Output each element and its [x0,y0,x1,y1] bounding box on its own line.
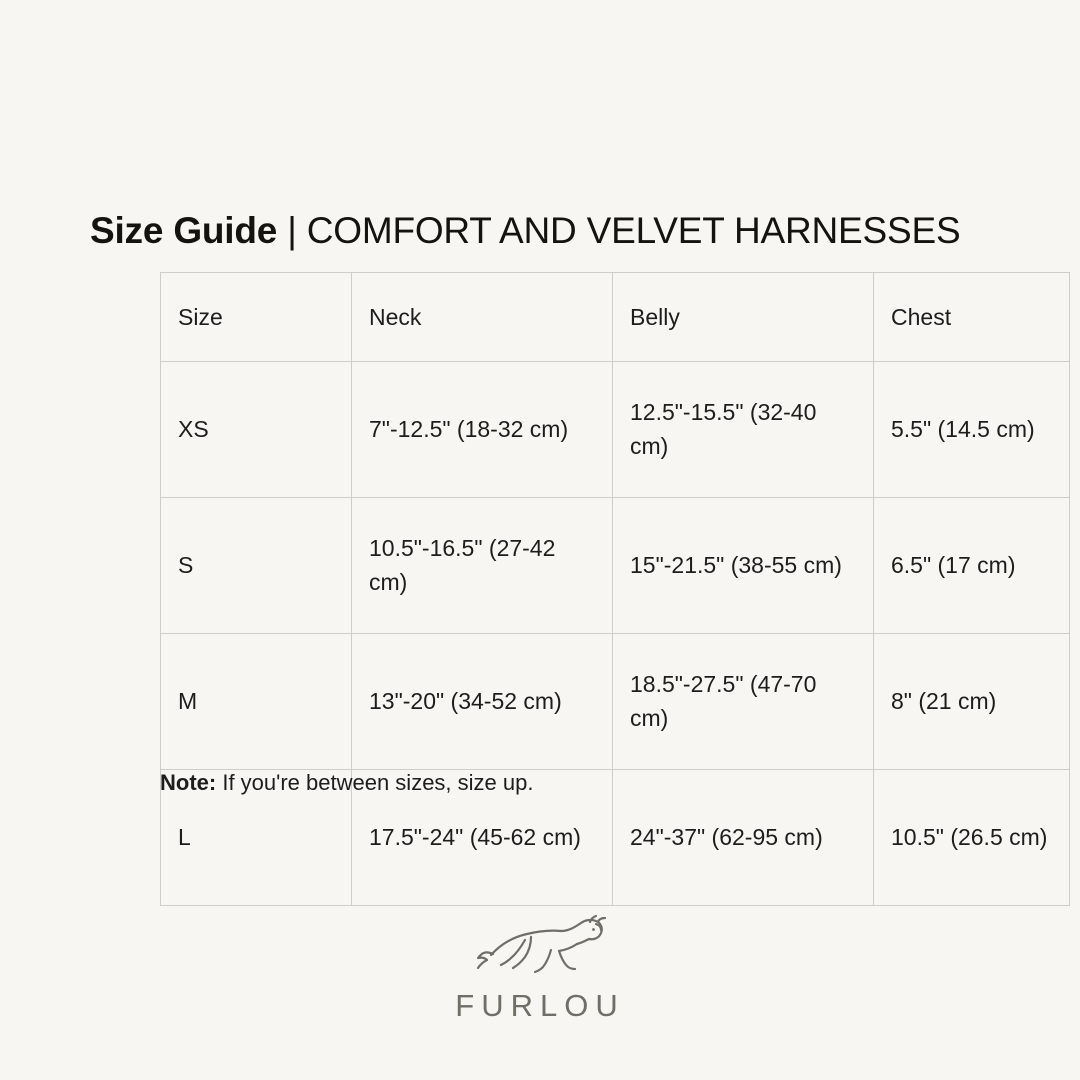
note-body: If you're between sizes, size up. [216,770,534,795]
cell-chest: 10.5" (26.5 cm) [874,770,1070,906]
page-title [90,210,960,253]
table-row [161,362,1070,498]
column-header-neck: Neck [352,273,613,362]
cell-neck: 13"-20" (34-52 cm) [352,634,613,770]
cell-chest: 6.5" (17 cm) [874,498,1070,634]
cell-chest: 5.5" (14.5 cm) [874,362,1070,498]
column-header-chest: Chest [874,273,1070,362]
cell-neck: 7"-12.5" (18-32 cm) [352,362,613,498]
cell-chest: 8" (21 cm) [874,634,1070,770]
table-row [161,634,1070,770]
note-label: Note: [160,770,217,795]
cell-belly: 24"-37" (62-95 cm) [613,770,874,906]
brand-footer [0,910,1080,1024]
cell-belly: 18.5"-27.5" (47-70 cm) [613,634,874,770]
size-table-container [160,272,1048,906]
running-dog-icon [465,910,615,982]
cell-size: L [161,770,352,906]
column-header-size: Size [161,273,352,362]
brand-name: FURLOU [455,988,625,1023]
cell-belly: 15"-21.5" (38-55 cm) [613,498,874,634]
size-table [160,272,1070,906]
cell-neck: 17.5"-24" (45-62 cm) [352,770,613,906]
page-title-strong: Size Guide [90,210,278,251]
cell-size: S [161,498,352,634]
cell-size: M [161,634,352,770]
page-title-rest: | COMFORT AND VELVET HARNESSES [277,210,961,251]
size-table-body [161,362,1070,906]
note-text [160,770,533,796]
table-header-row [161,273,1070,362]
cell-size: XS [161,362,352,498]
column-header-belly: Belly [613,273,874,362]
size-table-head [161,273,1070,362]
cell-belly: 12.5"-15.5" (32-40 cm) [613,362,874,498]
table-row [161,498,1070,634]
cell-neck: 10.5"-16.5" (27-42 cm) [352,498,613,634]
